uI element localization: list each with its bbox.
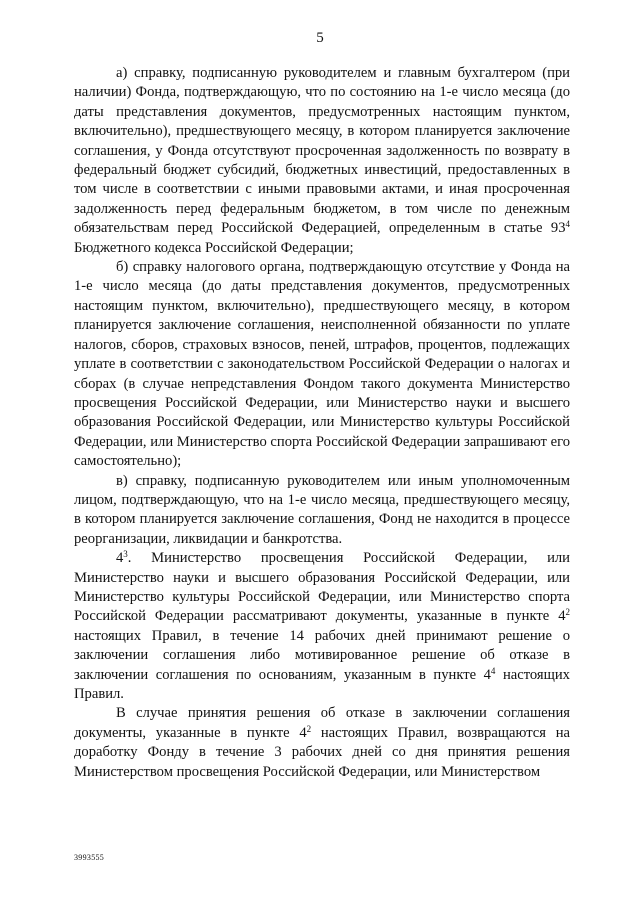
paragraph-refusal: В случае принятия решения об отказе в заключении соглашения документы, указанные в пункте $4^2$ настоящих Правил, возвращаются на доработку Фонду в течение 3 рабочих дней со дня принятия решения Министерством просвещения Российской Федерации, или Министерством (74, 705, 570, 780)
document-code: 3993555 (74, 853, 105, 862)
paragraph-v: в) справку, подписанную руководителем или иным уполномоченным лицом, подтверждающую, что на 1-е число месяца, предшествующего месяцу, в котором планируется заключение соглашения, Фонд не находится в процессе реорганизации, ликвидации и банкротства. (74, 472, 570, 547)
paragraph-a: а) справку, подписанную руководителем и главным бухгалтером (при наличии) Фонда, подтверждающую, что по состоянию на 1-е число месяца (до даты представления документов, предусмотренных настоящим пунктом, включительно), предшествующего месяцу, в котором планируется заключение соглашения, у Фонда отсутствуют просроченная задолженность по возврату в федеральный бюджет субсидий, бюджетных инвестиций, предоставленных в том числе в соответствии с иными правовыми актами, и иная просроченная задолженность перед федеральным бюджетом, в том числе по денежным обязательствам перед Российской Федерацией, определенным в статье $93^4$ Бюджетного кодекса Российской Федерации; (74, 65, 570, 256)
paragraph-b: б) справку налогового органа, подтверждающую отсутствие у Фонда на 1-е число месяца (до даты представления документов, предусмотренных настоящим пунктом, включительно), предшествующего месяцу, в котором планируется заключение соглашения, неисполненной обязанности по уплате налогов, сборов, страховых взносов, пеней, штрафов, процентов, подлежащих уплате в соответствии с законодательством Российской Федерации о налогах и сборах (в случае непредставления Фондом такого документа Министерство просвещения Российской Федерации, или Министерство науки и высшего образования Российской Федерации, или Министерство культуры Российской Федерации, или Министерство спорта Российской Федерации запрашивают его самостоятельно); (74, 259, 570, 470)
paragraph-4-3: $4^3$. Министерство просвещения Российской Федерации, или Министерство науки и высшего образования Российской Федерации, или Министерство культуры Российской Федерации, или Министерство спорта Российской Федерации рассматривают документы, указанные в пункте $4^2$ настоящих Правил, в течение 14 рабочих дней принимают решение о заключении соглашения либо мотивированное решение об отказе в заключении соглашения по основаниям, указанным в пункте $4^4$ настоящих Правил. (74, 549, 570, 702)
document-body (74, 64, 570, 782)
page-number: 5 (316, 30, 324, 46)
